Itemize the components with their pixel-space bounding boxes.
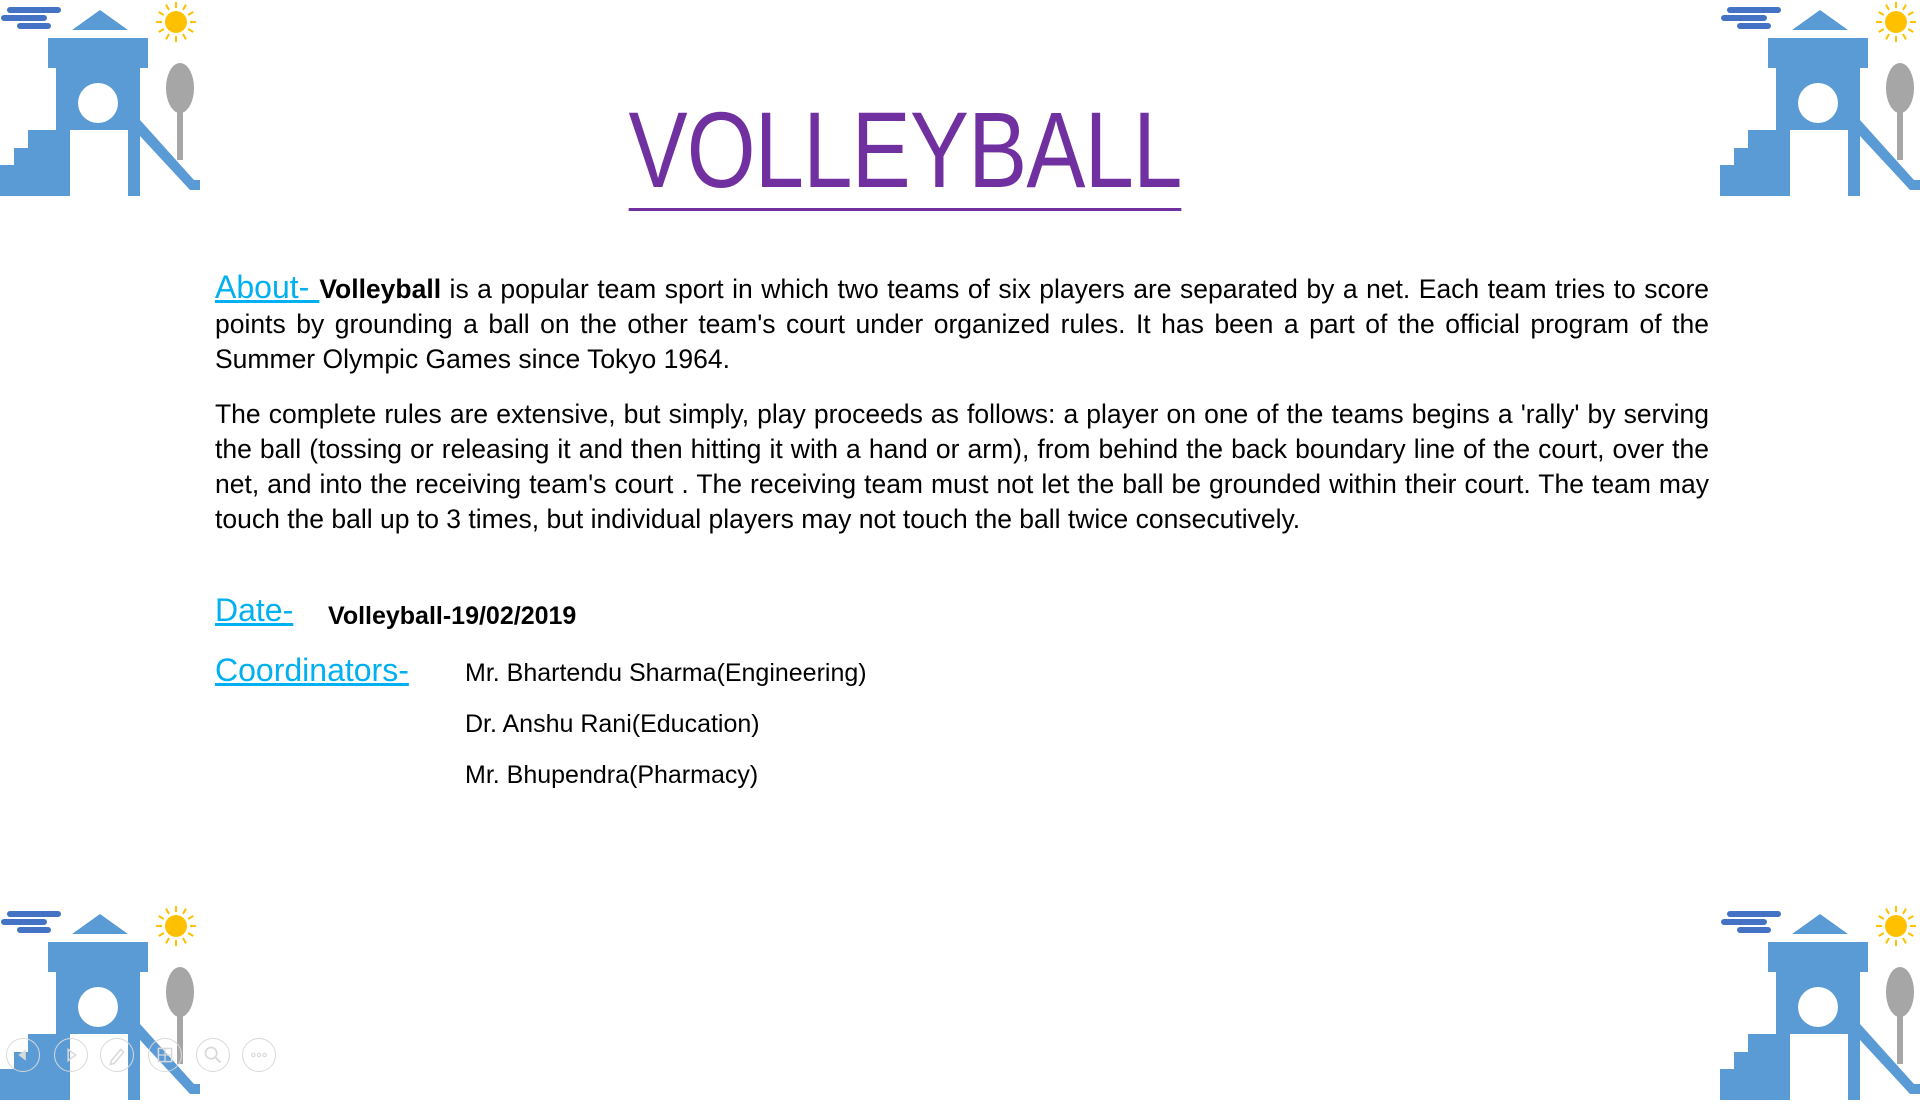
coordinator-item: Dr. Anshu Rani(Education) — [465, 710, 760, 738]
playground-slide-icon — [1720, 0, 1920, 200]
slides-grid-icon[interactable] — [148, 1038, 182, 1072]
date-value: Volleyball-19/02/2019 — [328, 602, 577, 630]
more-icon[interactable] — [242, 1038, 276, 1072]
coordinators-list — [465, 658, 1065, 811]
about-paragraph — [215, 270, 1709, 377]
previous-icon[interactable] — [6, 1038, 40, 1072]
zoom-icon[interactable] — [196, 1038, 230, 1072]
about-bold-term: Volleyball — [319, 274, 442, 304]
coordinator-item: Mr. Bhupendra(Pharmacy) — [465, 761, 759, 789]
about-label: About- — [215, 269, 320, 305]
slide-title — [163, 89, 1647, 211]
rules-paragraph: The complete rules are extensive, but simply, play proceeds as follows: a player on one of the teams begins a 'rally' by serving the ball (tossing or releasing it and then hitting it with a hand or arm), from behind the back boundary line of the court, over the net, and into the receiving team's court . The receiving team must not let the ball be grounded within their court. The team may touch the ball up to 3 times, but individual players may not touch the ball twice consecutively. — [215, 399, 1709, 534]
coordinators-row — [215, 652, 867, 789]
slide-body — [215, 270, 1709, 537]
about-text: is a popular team sport in which two teams of six players are separated by a net. Each team tries to score points by grounding a ball on the other team's court under organized rules. It has been a part of the official program of the Summer Olympic Games since Tokyo 1964. — [215, 274, 1710, 374]
coordinators-label: Coordinators- — [215, 652, 409, 688]
date-row — [215, 592, 577, 630]
next-icon[interactable] — [54, 1038, 88, 1072]
pen-icon[interactable] — [100, 1038, 134, 1072]
date-label: Date- — [215, 592, 294, 628]
playground-slide-icon — [1720, 904, 1920, 1104]
slideshow-nav-toolbar — [0, 1038, 290, 1078]
slide-title-text: VOLLEYBALL — [628, 89, 1182, 210]
coordinator-item: Mr. Bhartendu Sharma(Engineering) — [465, 659, 867, 687]
